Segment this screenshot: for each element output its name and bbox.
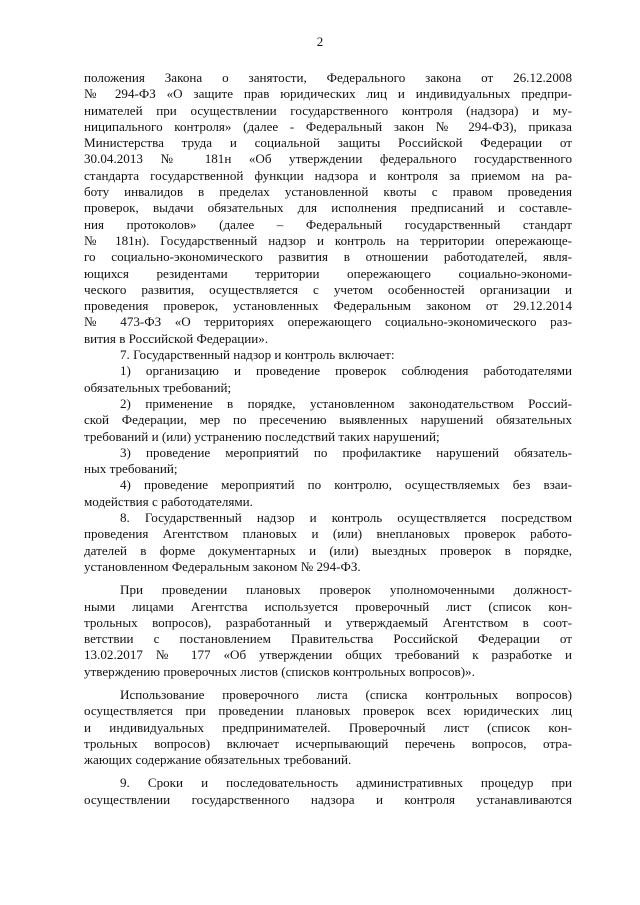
text-line: го социально-экономического развития в отношении работодателей, явля-: [84, 249, 572, 265]
text-line: и индивидуальных предпринимателей. Проверочный лист (список кон-: [84, 719, 572, 735]
text-line: боту инвалидов в пределах установленной квоты с правом проведения: [84, 184, 572, 200]
text-line: ской Федерации, мер по пресечению выявленных нарушений обязательных: [84, 412, 572, 428]
text-line: проведения Агентством плановых и (или) внеплановых проверок работо-: [84, 526, 572, 542]
text-line: 4) проведение мероприятий по контролю, осуществляемых без взаи-: [120, 477, 572, 493]
text-line: требований и (или) устранению последствий таких нарушений;: [84, 428, 440, 444]
text-line: осуществляется при проведении плановых проверок всех юридических лиц: [84, 703, 572, 719]
paragraph: [84, 687, 572, 768]
text-line: ветствии с постановлением Правительства Российской Федерации от: [84, 631, 572, 647]
text-line: № 294-ФЗ «О защите прав юридических лиц и индивидуальных предпри-: [84, 86, 572, 102]
document-body: [84, 70, 572, 808]
text-line: Использование проверочного листа (списка контрольных вопросов): [120, 686, 572, 702]
text-line: жающих содержание обязательных требований.: [84, 752, 352, 768]
text-line: 3) проведение мероприятий по профилактике нарушений обязатель-: [120, 444, 572, 460]
text-line: нимателей при осуществлении государственного контроля (надзора) и му-: [84, 102, 572, 118]
text-line: утверждению проверочных листов (списков контрольных вопросов)».: [84, 663, 475, 679]
text-line: ными лицами Агентства используется проверочный лист (список кон-: [84, 598, 572, 614]
paragraph: [84, 363, 572, 396]
text-line: 13.02.2017 № 177 «Об утверждении общих требований к разработке и: [84, 647, 572, 663]
text-line: ния протоколов» (далее – Федеральный государственный стандарт: [84, 216, 572, 232]
text-line: Министерства труда и социальной защиты Российской Федерации от: [84, 135, 572, 151]
text-line: обязательных требований;: [84, 379, 232, 395]
page-number: 2: [316, 34, 324, 49]
text-line: трольных вопросов) включает исчерпывающий перечень вопросов, отра-: [84, 735, 572, 751]
paragraph: [84, 70, 572, 347]
text-line: проверок, выдачи обязательных для исполнения предписаний и составле-: [84, 200, 572, 216]
text-line: ческого развития, осуществляется с учетом особенностей организации и: [84, 281, 572, 297]
text-line: вития в Российской Федерации».: [84, 330, 269, 346]
paragraph: [84, 396, 572, 445]
paragraph: [84, 347, 572, 363]
text-line: проведения проверок, установленных Федеральным законом от 29.12.2014: [84, 298, 572, 314]
text-line: ных требований;: [84, 461, 178, 477]
text-line: 8. Государственный надзор и контроль осуществляется посредством: [120, 510, 572, 526]
paragraph: [84, 477, 572, 510]
text-line: стандарта государственной функции надзора и контроля за приемом на ра-: [84, 167, 572, 183]
text-line: 30.04.2013 № 181н «Об утверждении федерального государственного: [84, 151, 572, 167]
text-line: 9. Сроки и последовательность административных процедур при: [120, 775, 572, 791]
text-line: установленном Федеральным законом № 294-ФЗ.: [84, 558, 361, 574]
text-line: модействия с работодателями.: [84, 493, 253, 509]
paragraph-gap: [84, 680, 572, 687]
text-line: 2) применение в порядке, установленном законодательством Россий-: [120, 395, 572, 411]
text-line: № 181н). Государственный надзор и контроль на территории опережающе-: [84, 232, 572, 248]
paragraph: [84, 510, 572, 575]
text-line: осуществлении государственного надзора и контроля устанавливаются: [84, 791, 572, 807]
paragraph-gap: [84, 768, 572, 775]
text-line: № 473-ФЗ «О территориях опережающего социально-экономического раз-: [84, 314, 572, 330]
paragraph-gap: [84, 575, 572, 582]
text-line: 7. Государственный надзор и контроль включает:: [120, 347, 395, 363]
text-line: ющихся резидентами территории опережающего социально-экономи-: [84, 265, 572, 281]
paragraph: [84, 775, 572, 808]
text-line: трольных вопросов), разработанный и утверждаемый Агентством в соот-: [84, 614, 572, 630]
text-line: При проведении плановых проверок уполномоченными должност-: [120, 582, 572, 598]
paragraph: [84, 445, 572, 478]
text-line: положения Закона о занятости, Федерального закона от 26.12.2008: [84, 70, 572, 85]
paragraph: [84, 582, 572, 680]
text-line: ниципального контроля» (далее - Федеральный закон № 294-ФЗ), приказа: [84, 118, 572, 134]
text-line: дателей в форме документарных и (или) выездных проверок в порядке,: [84, 542, 572, 558]
text-line: 1) организацию и проведение проверок соблюдения работодателями: [120, 363, 572, 379]
